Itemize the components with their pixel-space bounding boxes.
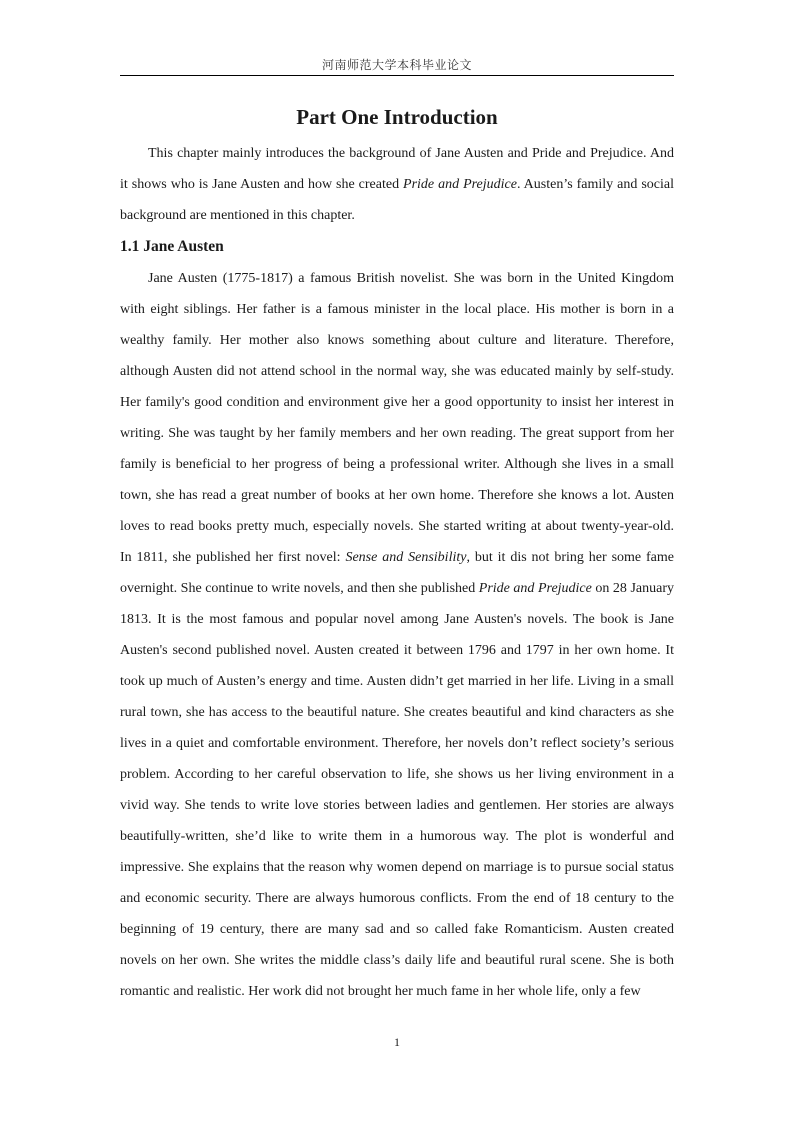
novel-title-pride-and-prejudice: Pride and Prejudice [478, 581, 592, 596]
intro-text-b: . Austen’s family and social background are mentioned in this chapter. [120, 177, 674, 223]
novel-title-sense-and-sensibility: Sense and Sensibility [345, 550, 467, 565]
main-paragraph [120, 263, 674, 1007]
main-text-a: Jane Austen (1775-1817) a famous British novelist. She was born in the United Kingdom with eight siblings. Her father is a famous minister in the local place. His mother is born in a wealthy family. Her mother also knows something about culture and literature. Therefore, although Austen did not attend school in the normal way, she was educated mainly by self-study. Her family's good condition and environment give her a good opportunity to insist her interest in writing. She was taught by her family members and her own reading. The great support from her family is beneficial to her progress of being a professional writer. Although she lives in a small town, she has read a great number of books at her own home. Therefore she knows a lot. Austen loves to read books pretty much, especially novels. She started writing at about twenty-year-old. In 1811, she published her first novel: [120, 271, 674, 565]
main-text-c: on 28 January 1813. It is the most famous and popular novel among Jane Austen's novels. The book is Jane Austen's second published novel. Austen created it between 1796 and 1797 in her own home. It took up much of Austen’s energy and time. Austen didn’t get married in her life. Living in a small rural town, she has access to the beautiful nature. She creates beautiful and kind characters as she lives in a quiet and comfortable environment. Therefore, her novels don’t reflect society’s serious problem. According to her careful observation to life, she shows us her living environment in a vivid way. She tends to write love stories between ladies and gentlemen. Her stories are always beautifully-written, she’d like to write them in a humorous way. The plot is wonderful and impressive. She explains that the reason why women depend on marriage is to pursue social status and economic security. There are always humorous conflicts. From the end of 18 century to the beginning of 19 century, there are many sad and so called fake Romanticism. Austen created novels on her own. She writes the middle class’s daily life and beautiful rural scene. She is both romantic and realistic. Her work did not brought her much fame in her whole life, only a few [120, 581, 675, 999]
intro-text-a: This chapter mainly introduces the background of Jane Austen and Pride and Prejudice. And it shows who is Jane Austen and how she created [120, 146, 674, 192]
intro-title-italic: Pride and Prejudice [403, 177, 517, 192]
page-number: 1 [394, 1035, 400, 1049]
header-rule [120, 75, 674, 76]
main-text-b: , but it dis not bring her some fame overnight. She continue to write novels, and then she published [120, 550, 674, 596]
chapter-title: Part One Introduction [296, 105, 498, 129]
section-heading: 1.1 Jane Austen [120, 238, 224, 255]
running-header: 河南师范大学本科毕业论文 [321, 58, 472, 72]
intro-paragraph [120, 138, 674, 231]
